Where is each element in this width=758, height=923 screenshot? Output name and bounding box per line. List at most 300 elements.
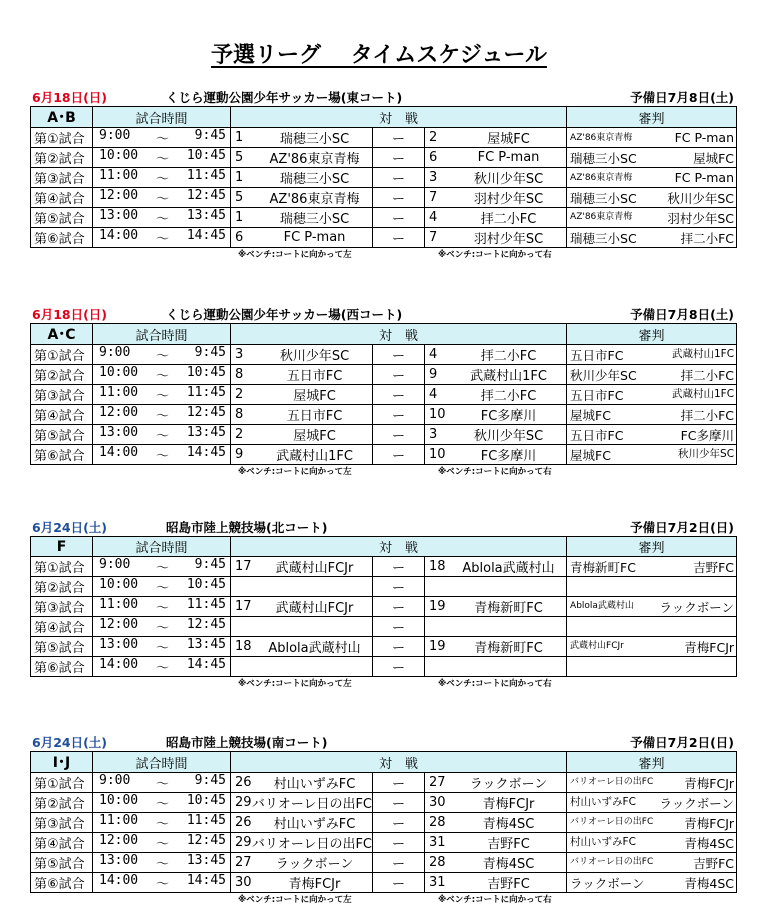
end-time: 10:45 [186,148,226,163]
referee-2: 吉野FC [693,559,735,575]
referee-2: 羽村少年SC [667,210,735,226]
start-time: 13:00 [99,637,139,652]
versus-dash: ー [373,208,425,228]
start-time: 9:00 [99,557,131,572]
table-header-row [31,107,737,128]
team-b-name: 秋川少年SC [473,172,544,187]
start-time: 14:00 [99,228,139,243]
referee-2: 青梅FCJr [684,775,735,791]
time-range [93,168,230,187]
team-a-number: 18 [235,639,252,654]
game-number: 第⑥試合 [31,657,93,677]
team-b [425,873,567,893]
team-b-wrap [425,853,566,872]
team-b [425,148,567,168]
bench-note [30,248,736,260]
team-b-name: Ablola武蔵村山 [462,561,555,576]
end-time: 9:45 [194,773,226,788]
time-sep: ～ [155,877,169,892]
end-time: 13:45 [186,208,226,223]
team-b-number: 10 [429,407,446,422]
versus-dash: ー [373,425,425,445]
team-a-name: 五日市FC [286,369,343,384]
start-time: 9:00 [99,773,131,788]
team-a-number: 3 [235,347,244,362]
start-time: 11:00 [99,813,139,828]
team-a [231,873,373,893]
time-sep: ～ [155,429,169,444]
time-range [93,148,230,167]
referee-1: 瑞穂三小SC [570,150,637,166]
referee-wrap [567,426,736,444]
referee-1: 武蔵村山FCJr [570,640,624,651]
team-b-number: 30 [429,795,446,810]
bench-note-left: ※ベンチ:コートに向かって左 [238,250,352,260]
referee-wrap [567,834,736,852]
referee-1: 五日市FC [570,387,624,403]
game-time [93,833,231,853]
team-b-number: 28 [429,815,446,830]
team-a-name: AZ'86東京青梅 [269,192,360,207]
group-label: F [31,537,93,557]
game-number: 第①試合 [31,557,93,577]
team-a-name: 瑞穂三小SC [279,132,350,147]
team-b-wrap [425,425,566,444]
table-row [31,405,737,425]
referee-2: FC P-man [674,130,735,145]
referee-1: 村山いずみFC [570,835,636,848]
end-time: 9:45 [194,128,226,143]
team-a-number: 5 [235,150,244,165]
team-b-wrap [425,365,566,384]
bench-note-right: ※ベンチ:コートに向かって右 [438,895,552,905]
team-a-wrap [231,208,372,227]
table-row [31,148,737,168]
end-time: 10:45 [186,793,226,808]
table-row [31,657,737,677]
team-a [231,773,373,793]
team-b-wrap [425,228,566,247]
referees [567,793,737,813]
team-a-name: FC P-man [283,230,346,245]
bench-note-left: ※ベンチ:コートに向かって左 [238,679,352,689]
referee-wrap [567,386,736,404]
game-number: 第①試合 [31,128,93,148]
time-sep: ～ [155,857,169,872]
referees [567,637,737,657]
referees [567,365,737,385]
team-a-number: 1 [235,210,244,225]
referee-2: 拝二小FC [680,407,735,423]
team-a [231,445,373,465]
team-b [425,385,567,405]
start-time: 9:00 [99,345,131,360]
versus-dash: ー [373,637,425,657]
game-time [93,853,231,873]
start-time: 12:00 [99,833,139,848]
team-b [425,773,567,793]
time-range [93,405,230,424]
end-time: 14:45 [186,228,226,243]
referees [567,833,737,853]
team-b-name: 拝二小FC [480,212,537,227]
referee-wrap [567,189,736,207]
team-b-wrap [425,773,566,792]
time-range [93,445,230,464]
team-b-name: FC多摩川 [480,449,537,464]
referee-1: 屋城FC [570,447,611,463]
end-time: 14:45 [186,657,226,672]
start-time: 12:00 [99,405,139,420]
bench-note-right: ※ベンチ:コートに向かって右 [438,467,552,477]
game-number: 第②試合 [31,577,93,597]
referee-wrap [567,346,736,364]
start-time: 10:00 [99,793,139,808]
team-a-wrap [231,793,372,812]
game-time [93,597,231,617]
game-number: 第③試合 [31,597,93,617]
reserve-date: 予備日7月8日(土) [630,307,734,322]
time-range [93,833,230,852]
team-a [231,577,373,597]
team-a-number: 1 [235,170,244,185]
start-time: 13:00 [99,425,139,440]
referees [567,128,737,148]
referee-2: 青梅FCJr [684,639,735,655]
group-label: I･J [31,752,93,773]
time-range [93,365,230,384]
versus-dash: ー [373,228,425,248]
end-time: 14:45 [186,445,226,460]
table-row [31,188,737,208]
time-range [93,853,230,872]
end-time: 13:45 [186,853,226,868]
team-a [231,188,373,208]
team-a-number: 29 [235,795,252,810]
team-b [425,168,567,188]
team-a-name: 武蔵村山FCJr [275,561,354,576]
schedule-table [30,751,737,893]
team-b [425,853,567,873]
team-a-wrap [231,365,372,384]
referees [567,597,737,617]
team-a-wrap [231,168,372,187]
table-row [31,597,737,617]
team-a [231,168,373,188]
match-date: 6月18日(日) [32,307,108,322]
versus-dash: ー [373,385,425,405]
referees [567,148,737,168]
team-a-number: 8 [235,367,244,382]
game-time [93,148,231,168]
match-date: 6月24日(土) [32,520,108,535]
table-row [31,365,737,385]
team-b-name: 羽村少年SC [473,232,544,247]
schedule-section [30,733,736,905]
match-header: 対 戦 [231,537,567,557]
table-row [31,853,737,873]
time-range [93,128,230,147]
versus-dash: ー [373,773,425,793]
team-a-name: 武蔵村山FCJr [275,601,354,616]
team-b-wrap [425,150,566,165]
start-time: 12:00 [99,188,139,203]
versus-dash: ー [373,873,425,893]
team-b-name: 吉野FC [487,877,530,892]
game-number: 第⑥試合 [31,873,93,893]
referee-1: 秋川少年SC [570,367,637,383]
team-a [231,833,373,853]
table-row [31,833,737,853]
versus-dash: ー [373,168,425,188]
game-number: 第④試合 [31,617,93,637]
team-b-wrap [425,168,566,187]
referee-1: バリオーレ日の出FC [570,856,654,867]
team-b-wrap [425,345,566,364]
start-time: 14:00 [99,657,139,672]
team-a-number: 9 [235,447,244,462]
team-b [425,445,567,465]
game-number: 第⑥試合 [31,228,93,248]
table-row [31,385,737,405]
schedule-section [30,88,736,260]
time-header: 試合時間 [93,537,231,557]
referee-2: ラックボーン [659,599,735,615]
time-range [93,813,230,832]
table-row [31,813,737,833]
time-range [93,577,230,596]
time-range [93,637,230,656]
end-time: 12:45 [186,188,226,203]
team-a-number: 26 [235,775,252,790]
game-time [93,168,231,188]
referee-1: 村山いずみFC [570,795,636,808]
team-b [425,345,567,365]
game-number: 第④試合 [31,405,93,425]
team-b [425,617,567,637]
referee-2: 青梅4SC [684,835,735,851]
team-b [425,128,567,148]
group-label: A･B [31,107,93,128]
team-b [425,813,567,833]
referee-wrap [567,366,736,384]
team-a-wrap [231,405,372,424]
game-number: 第③試合 [31,385,93,405]
team-b-name: 青梅FCJr [482,797,535,812]
team-b-wrap [425,813,566,832]
game-number: 第③試合 [31,168,93,188]
section-header [30,733,736,750]
referee-2: 拝二小FC [680,230,735,246]
start-time: 10:00 [99,365,139,380]
team-b-number: 7 [429,190,438,205]
time-sep: ～ [155,369,169,384]
start-time: 12:00 [99,617,139,632]
team-b-name: 羽村少年SC [473,192,544,207]
referee-header: 審判 [567,752,737,773]
team-a-wrap [231,445,372,464]
team-a-name: 武蔵村山1FC [276,449,353,464]
start-time: 13:00 [99,853,139,868]
game-time [93,208,231,228]
time-sep: ～ [155,777,169,792]
team-a [231,148,373,168]
page-title-text: 予選リーグ タイムスケジュール [211,43,547,68]
time-range [93,188,230,207]
team-a-number: 2 [235,387,244,402]
versus-dash: ー [373,597,425,617]
end-time: 11:45 [186,597,226,612]
time-sep: ～ [155,152,169,167]
team-a-number: 1 [235,130,244,145]
start-time: 9:00 [99,128,131,143]
game-number: 第⑤試合 [31,637,93,657]
team-a [231,425,373,445]
table-row [31,637,737,657]
bench-note-left: ※ベンチ:コートに向かって左 [238,467,352,477]
time-sep: ～ [155,797,169,812]
team-b-number: 2 [429,130,438,145]
team-b [425,188,567,208]
referees [567,168,737,188]
reserve-date: 予備日7月2日(日) [630,735,734,750]
team-a-name: 秋川少年SC [279,349,350,364]
time-sep: ～ [155,837,169,852]
referee-wrap [567,794,736,812]
versus-dash: ー [373,345,425,365]
referees [567,657,737,677]
schedule-section [30,305,736,477]
table-row [31,773,737,793]
team-b-number: 3 [429,170,438,185]
versus-dash: ー [373,365,425,385]
match-header: 対 戦 [231,752,567,773]
team-a-number: 27 [235,855,252,870]
team-a [231,597,373,617]
time-sep: ～ [155,601,169,616]
referees [567,385,737,405]
team-b-number: 4 [429,347,438,362]
team-b-number: 4 [429,210,438,225]
referee-1: AZ'86東京青梅 [570,133,633,143]
referee-2: 武蔵村山1FC [671,347,735,360]
team-a-wrap [231,425,372,444]
end-time: 11:45 [186,813,226,828]
team-a-number: 6 [235,230,244,245]
team-a-name: ラックボーン [275,857,354,872]
team-a [231,657,373,677]
game-time [93,228,231,248]
referee-2: FC P-man [674,170,735,185]
group-label: A･C [31,324,93,345]
team-b-number: 9 [429,367,438,382]
game-time [93,385,231,405]
time-range [93,617,230,636]
team-a-wrap [231,557,372,576]
section-header [30,88,736,105]
team-a-number: 2 [235,427,244,442]
start-time: 14:00 [99,445,139,460]
team-a-number: 30 [235,875,252,890]
bench-note [30,893,736,905]
end-time: 10:45 [186,365,226,380]
referee-wrap [567,446,736,464]
team-b-name: ラックボーン [469,777,548,792]
versus-dash: ー [373,577,425,597]
team-a-wrap [231,873,372,892]
game-time [93,637,231,657]
team-a-name: 五日市FC [286,409,343,424]
referee-wrap [567,406,736,424]
versus-dash: ー [373,128,425,148]
table-row [31,577,737,597]
team-b-wrap [425,637,566,656]
team-a-wrap [231,833,372,852]
time-header: 試合時間 [93,107,231,128]
referee-1: Ablola武蔵村山 [570,600,634,611]
team-b [425,405,567,425]
time-header: 試合時間 [93,752,231,773]
team-b [425,597,567,617]
team-b [425,657,567,677]
referees [567,345,737,365]
venue-name: 昭島市陸上競技場(北コート) [166,520,328,535]
referees [567,873,737,893]
game-time [93,345,231,365]
team-a [231,128,373,148]
team-b-name: 青梅新町FC [474,601,543,616]
game-time [93,873,231,893]
start-time: 11:00 [99,168,139,183]
versus-dash: ー [373,445,425,465]
end-time: 12:45 [186,405,226,420]
match-header: 対 戦 [231,107,567,128]
team-b-name: FC P-man [477,150,540,165]
start-time: 10:00 [99,148,139,163]
time-range [93,597,230,616]
versus-dash: ー [373,813,425,833]
table-row [31,617,737,637]
referee-1: 五日市FC [570,347,624,363]
game-number: 第③試合 [31,813,93,833]
time-sep: ～ [155,581,169,596]
table-row [31,873,737,893]
game-number: 第④試合 [31,188,93,208]
page-title [0,38,758,69]
team-a-name: 屋城FC [293,389,336,404]
venue-name: くじら運動公園少年サッカー場(西コート) [166,307,403,322]
team-b-wrap [425,597,566,616]
team-b [425,425,567,445]
team-b-wrap [425,873,566,892]
table-row [31,208,737,228]
game-time [93,128,231,148]
end-time: 12:45 [186,833,226,848]
referee-wrap [567,874,736,892]
reserve-date: 予備日7月2日(日) [630,520,734,535]
time-sep: ～ [155,449,169,464]
table-row [31,425,737,445]
bench-note-left: ※ベンチ:コートに向かって左 [238,895,352,905]
versus-dash: ー [373,853,425,873]
team-a [231,405,373,425]
team-a-name: バリオーレ日の出FC [251,837,372,852]
schedule-table [30,323,737,465]
team-b-name: 拝二小FC [480,389,537,404]
referee-1: 青梅新町FC [570,559,636,575]
time-sep: ～ [155,409,169,424]
team-b [425,365,567,385]
